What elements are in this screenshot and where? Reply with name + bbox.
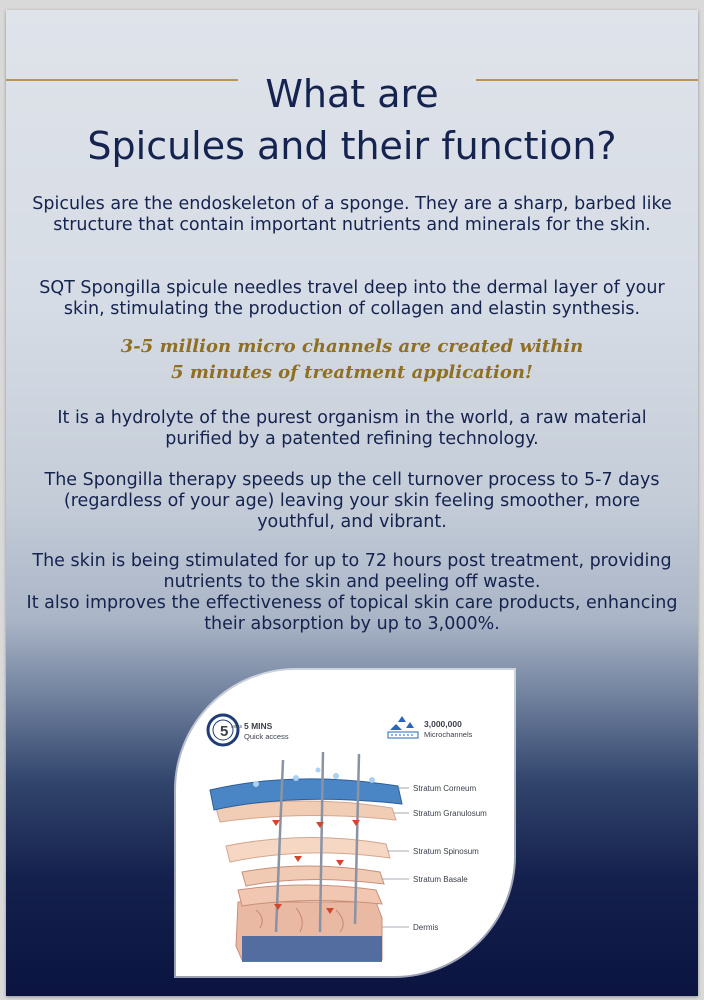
highlight-line-1: 3-5 million micro channels are created within <box>120 336 584 357</box>
paragraph-absorption: It also improves the effectiveness of topical skin care products, enhancing their absorption by up to 3,000%. <box>26 593 678 634</box>
clock-unit: MINS <box>231 724 243 729</box>
label-stratum-basale: Stratum Basale <box>413 875 468 884</box>
dermis-layer <box>236 885 382 962</box>
title-line-1: What are <box>265 72 439 116</box>
paragraph-stimulation: The skin is being stimulated for up to 72 hours post treatment, providing nutrients to the skin and peeling off waste. <box>32 551 672 592</box>
label-stratum-granulosum: Stratum Granulosum <box>413 809 487 818</box>
label-dermis: Dermis <box>413 923 439 932</box>
badge-channels-sub: Microchannels <box>424 730 473 739</box>
highlight-line-2: 5 minutes of treatment application! <box>171 362 533 383</box>
label-stratum-spinosum: Stratum Spinosum <box>413 847 479 856</box>
basale-layer <box>242 866 384 886</box>
page-title <box>6 68 698 172</box>
clock-number: 5 <box>220 723 229 740</box>
spinosum-layer <box>226 837 390 862</box>
badge-time-title: 5 MINS <box>244 721 273 731</box>
paragraph-hydrolyte: It is a hydrolyte of the purest organism in the world, a raw material purified by a patented refining technology. <box>57 408 647 449</box>
skin-layers-figure <box>176 670 514 976</box>
skin-layers-illustration <box>176 670 514 976</box>
microchannel-icon <box>388 716 418 738</box>
paragraph-needles: SQT Spongilla spicule needles travel deep into the dermal layer of your skin, stimulating the production of collagen and elastin synthesis. <box>39 278 665 319</box>
badge-time-sub: Quick access <box>244 732 289 741</box>
paragraph-cell-turnover: The Spongilla therapy speeds up the cell turnover process to 5-7 days (regardless of your age) leaving your skin feeling smoother, more youthful, and vibrant. <box>44 470 660 532</box>
title-line-2: Spicules and their function? <box>87 124 617 168</box>
badge-channels-title: 3,000,000 <box>424 719 462 729</box>
label-stratum-corneum: Stratum Corneum <box>413 784 477 793</box>
highlight-text <box>24 334 680 386</box>
clock-icon <box>208 715 242 745</box>
document-page <box>6 10 698 996</box>
paragraph-spicules-definition: Spicules are the endoskeleton of a sponge. They are a sharp, barbed like structure that contain important nutrients and minerals for the skin. <box>32 194 672 235</box>
